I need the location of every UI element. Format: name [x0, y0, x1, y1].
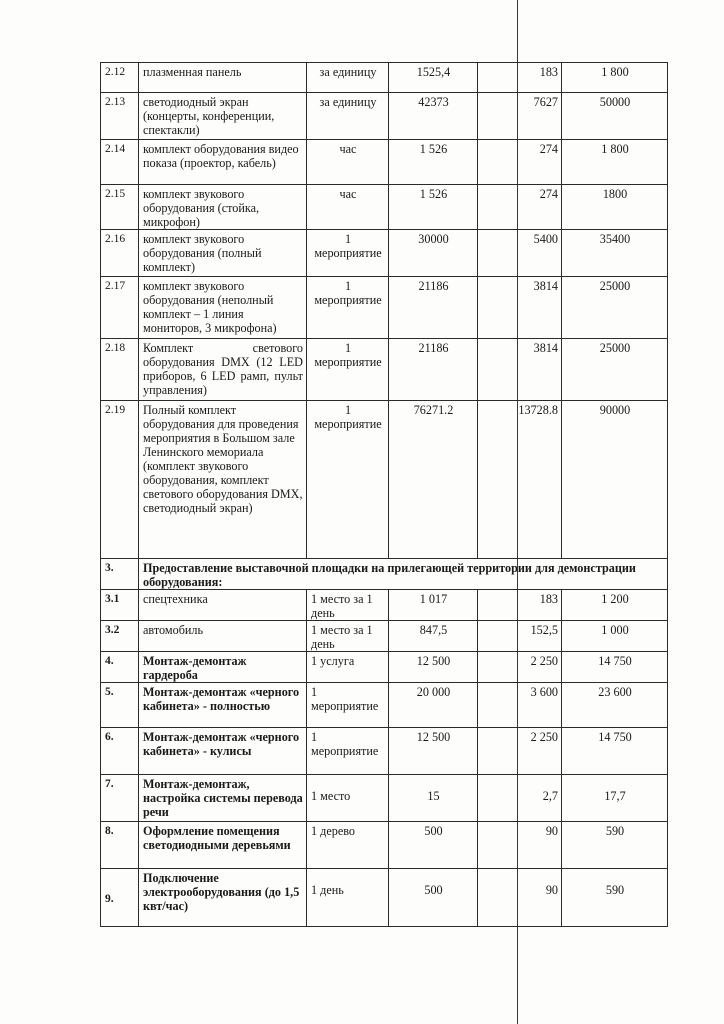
- table-row: [101, 869, 668, 927]
- total: 17,7: [562, 775, 668, 822]
- vat: 7627: [478, 93, 562, 140]
- price: 500: [389, 869, 478, 927]
- service-name: автомобиль: [139, 621, 307, 652]
- section-title: Предоставление выставочной площадки на прилегающей территории для демонстрации оборудования:: [139, 559, 668, 590]
- table-row: [101, 728, 668, 775]
- price: 21186: [389, 339, 478, 401]
- total: 1 000: [562, 621, 668, 652]
- service-name: Оформление помещения светодиодными деревьями: [139, 822, 307, 869]
- row-number: 7.: [101, 775, 139, 822]
- price-table: [100, 62, 668, 927]
- row-number: 8.: [101, 822, 139, 869]
- unit: 1 услуга: [307, 652, 389, 683]
- price: 30000: [389, 230, 478, 277]
- price: 1 526: [389, 140, 478, 185]
- vat: 183: [478, 590, 562, 621]
- price: 76271.2: [389, 401, 478, 559]
- service-name: спецтехника: [139, 590, 307, 621]
- unit-cell: [307, 277, 389, 339]
- vat: 2,7: [478, 775, 562, 822]
- row-number: 2.16: [101, 230, 139, 277]
- service-name: комплект звукового оборудования (полный комплект): [139, 230, 307, 277]
- row-number: 5.: [101, 683, 139, 728]
- vat: 152,5: [478, 621, 562, 652]
- unit-quantity: 1: [311, 685, 318, 699]
- service-name: Полный комплект оборудования для проведения мероприятия в Большом зале Ленинского мемориала (комплект звукового оборудования, комплект светового оборудования DMX, светодиодный экран): [139, 401, 307, 559]
- total: 50000: [562, 93, 668, 140]
- vat: 90: [478, 869, 562, 927]
- table-row: [101, 652, 668, 683]
- vat: 2 250: [478, 728, 562, 775]
- unit: мероприятие: [314, 417, 382, 431]
- service-name: Комплект светового оборудования DMX (12 LED приборов, 6 LED рамп, пульт управления): [139, 339, 307, 401]
- total: 590: [562, 822, 668, 869]
- row-number: 2.19: [101, 401, 139, 559]
- table-row: [101, 93, 668, 140]
- unit: час: [307, 140, 389, 185]
- total: 25000: [562, 339, 668, 401]
- service-name: комплект звукового оборудования (стойка, микрофон): [139, 185, 307, 230]
- total: 90000: [562, 401, 668, 559]
- total: 1 200: [562, 590, 668, 621]
- unit-quantity: 1: [344, 279, 352, 293]
- total: 1800: [562, 185, 668, 230]
- table-row: [101, 230, 668, 277]
- table-row: [101, 140, 668, 185]
- unit-cell: [307, 339, 389, 401]
- vat: 13728.8: [478, 401, 562, 559]
- table-row: [101, 775, 668, 822]
- price: 15: [389, 775, 478, 822]
- price: 1525,4: [389, 63, 478, 93]
- table-row: [101, 401, 668, 559]
- price: 42373: [389, 93, 478, 140]
- unit: 1 место за 1 день: [307, 590, 389, 621]
- unit: мероприятие: [314, 246, 382, 260]
- total: 35400: [562, 230, 668, 277]
- unit-quantity: 1: [344, 403, 352, 417]
- price: 847,5: [389, 621, 478, 652]
- vat: 274: [478, 185, 562, 230]
- unit: час: [307, 185, 389, 230]
- unit: 1 место за 1 день: [307, 621, 389, 652]
- total: 14 750: [562, 728, 668, 775]
- price: 21186: [389, 277, 478, 339]
- row-number: 3.2: [101, 621, 139, 652]
- table-row: [101, 185, 668, 230]
- row-number: 2.18: [101, 339, 139, 401]
- table-row: [101, 277, 668, 339]
- row-number: 3.: [101, 559, 139, 590]
- vat: 2 250: [478, 652, 562, 683]
- unit: за единицу: [307, 93, 389, 140]
- service-name: плазменная панель: [139, 63, 307, 93]
- unit: мероприятие: [311, 744, 379, 758]
- unit-quantity: 1: [344, 232, 352, 246]
- vat: 3 600: [478, 683, 562, 728]
- row-number: 2.12: [101, 63, 139, 93]
- unit: 1 место: [307, 775, 389, 822]
- table-row: [101, 621, 668, 652]
- service-name: Монтаж-демонтаж, настройка системы перевода речи: [139, 775, 307, 822]
- unit-cell: [307, 728, 389, 775]
- row-number: 4.: [101, 652, 139, 683]
- total: 14 750: [562, 652, 668, 683]
- vat: 3814: [478, 277, 562, 339]
- unit-cell: [307, 401, 389, 559]
- service-name: светодиодный экран (концерты, конференции, спектакли): [139, 93, 307, 140]
- unit: за единицу: [307, 63, 389, 93]
- row-number: 2.14: [101, 140, 139, 185]
- vat: 183: [478, 63, 562, 93]
- total: 23 600: [562, 683, 668, 728]
- service-name: Монтаж-демонтаж гардероба: [139, 652, 307, 683]
- row-number: 2.15: [101, 185, 139, 230]
- row-number: 2.17: [101, 277, 139, 339]
- table-row: [101, 63, 668, 93]
- table-row: [101, 822, 668, 869]
- total: 1 800: [562, 63, 668, 93]
- total: 590: [562, 869, 668, 927]
- unit-quantity: 1: [311, 730, 318, 744]
- price: 20 000: [389, 683, 478, 728]
- unit: 1 день: [307, 869, 389, 927]
- vat: 3814: [478, 339, 562, 401]
- vat: 5400: [478, 230, 562, 277]
- row-number: 6.: [101, 728, 139, 775]
- price: 12 500: [389, 728, 478, 775]
- unit: 1 дерево: [307, 822, 389, 869]
- service-name: комплект звукового оборудования (неполный комплект – 1 линия мониторов, 3 микрофона): [139, 277, 307, 339]
- row-number: 9.: [101, 869, 139, 927]
- service-name: комплект оборудования видео показа (проектор, кабель): [139, 140, 307, 185]
- price: 12 500: [389, 652, 478, 683]
- table-row: [101, 339, 668, 401]
- price: 1 526: [389, 185, 478, 230]
- section-row: [101, 559, 668, 590]
- unit: мероприятие: [314, 355, 382, 369]
- vat: 274: [478, 140, 562, 185]
- total: 25000: [562, 277, 668, 339]
- unit-cell: [307, 683, 389, 728]
- unit: мероприятие: [314, 293, 382, 307]
- row-number: 3.1: [101, 590, 139, 621]
- unit: мероприятие: [311, 699, 379, 713]
- service-name: Подключение электрооборудования (до 1,5 квт/час): [139, 869, 307, 927]
- service-name: Монтаж-демонтаж «черного кабинета» - кулисы: [139, 728, 307, 775]
- total: 1 800: [562, 140, 668, 185]
- service-name: Монтаж-демонтаж «черного кабинета» - полностью: [139, 683, 307, 728]
- unit-cell: [307, 230, 389, 277]
- price: 500: [389, 822, 478, 869]
- price: 1 017: [389, 590, 478, 621]
- table-row: [101, 683, 668, 728]
- unit-quantity: 1: [344, 341, 352, 355]
- vat: 90: [478, 822, 562, 869]
- table-row: [101, 590, 668, 621]
- row-number: 2.13: [101, 93, 139, 140]
